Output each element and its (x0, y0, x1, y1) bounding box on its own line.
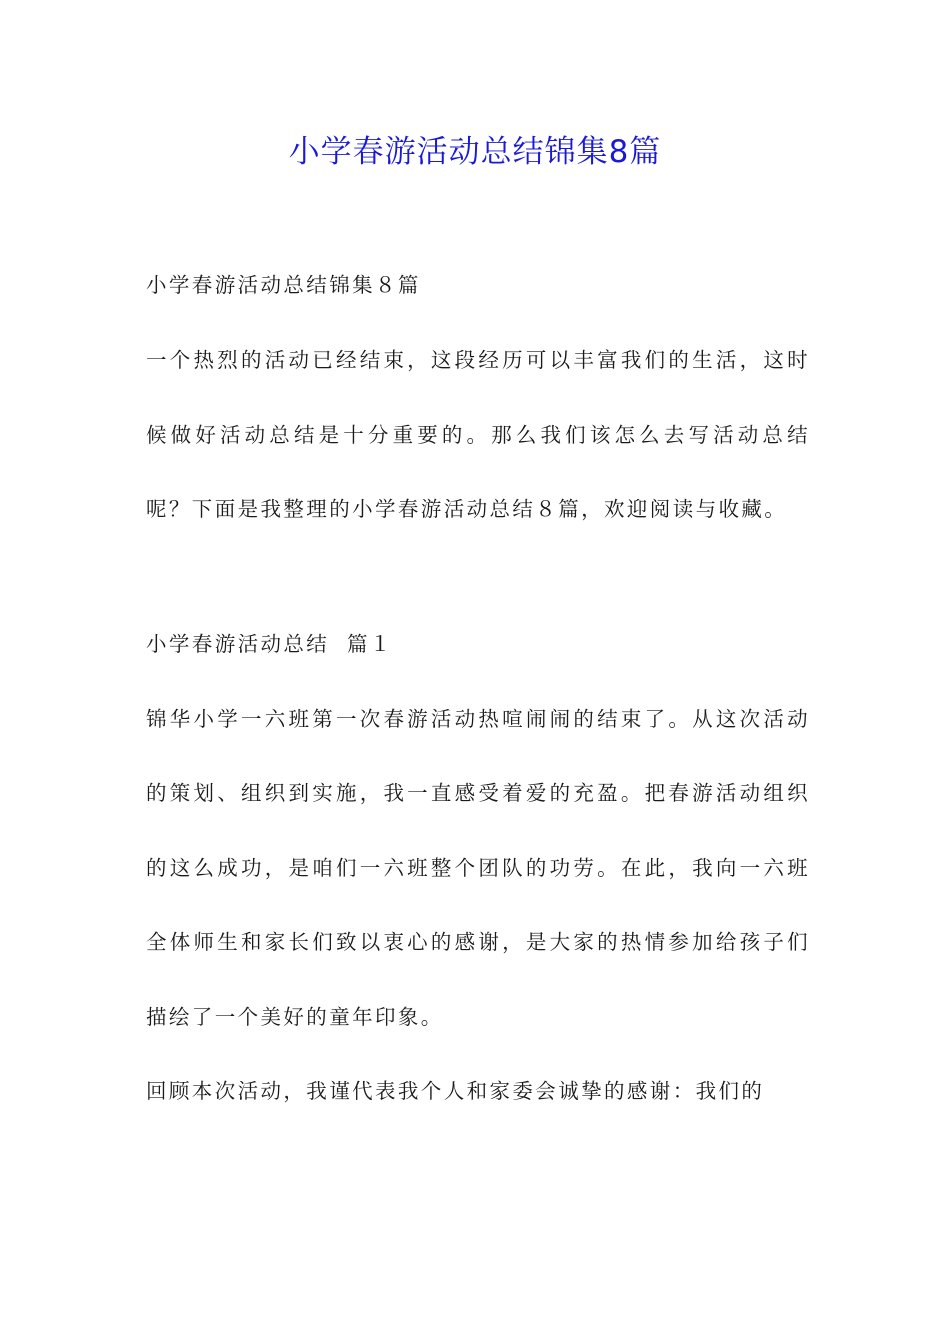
section-paragraph: 锦华小学一六班第一次春游活动热喧闹闹的结束了。从这次活动的策划、组织到实施，我一直感受着爱的充盈。把春游活动组织的这么成功，是咱们一六班整个团队的功劳。在此，我向一六班全体师生和家长们致以衷心的感谢，是大家的热情参加给孩子们描绘了一个美好的童年印象。 (146, 706, 810, 1029)
document-title: 小学春游活动总结锦集8篇 (288, 134, 662, 170)
intro-paragraph: 一个热烈的活动已经结束，这段经历可以丰富我们的生活，这时候做好活动总结是十分重要的。那么我们该怎么去写活动总结呢？下面是我整理的小学春游活动总结８篇，欢迎阅读与收藏。 (146, 348, 810, 521)
section-heading: 小学春游活动总结 篇１ (146, 631, 393, 656)
document-subtitle: 小学春游活动总结锦集８篇 (146, 273, 421, 297)
document-body (146, 260, 810, 1129)
section-spacer (146, 547, 810, 619)
section-paragraph: 回顾本次活动，我谨代表我个人和家委会诚挚的感谢：我们的 (146, 1079, 765, 1103)
